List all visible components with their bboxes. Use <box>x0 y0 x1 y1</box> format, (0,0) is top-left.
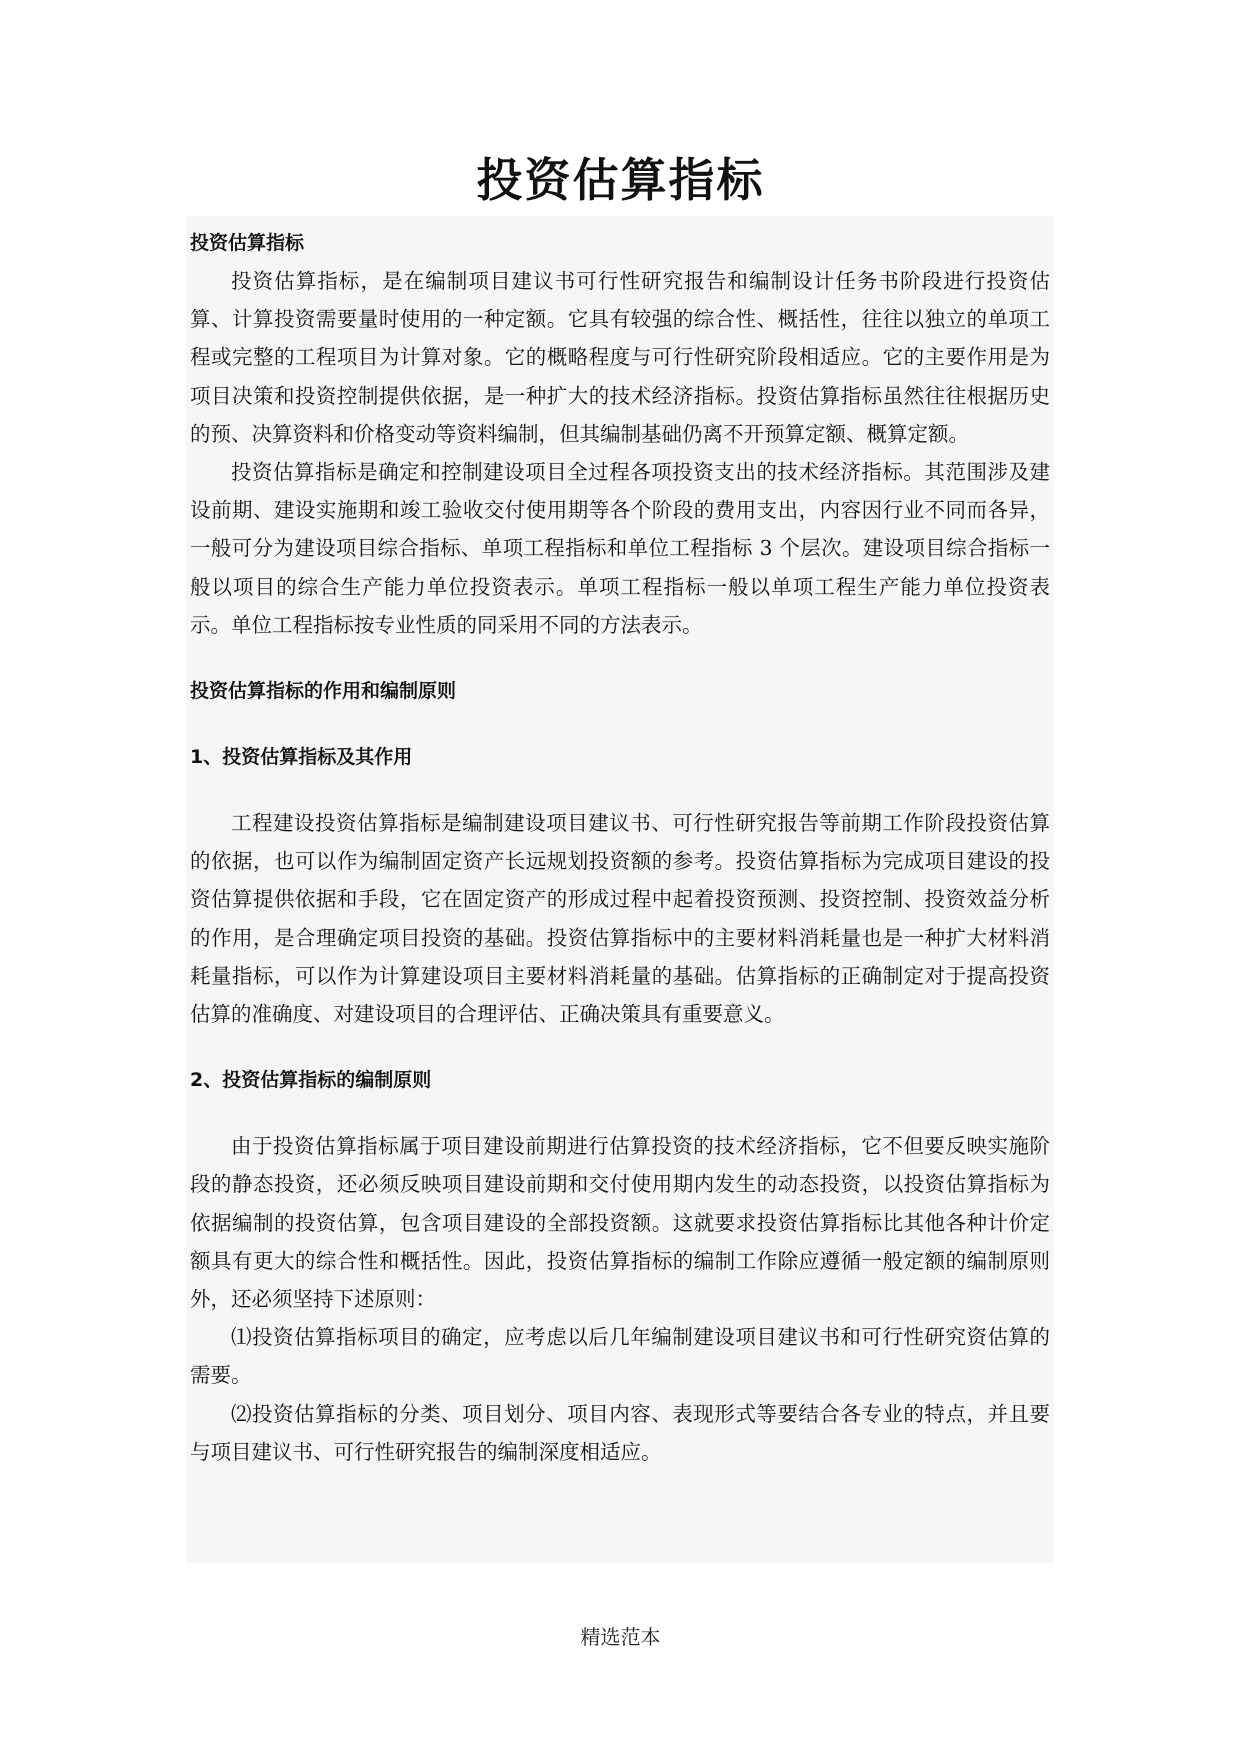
paragraph-principles: 由于投资估算指标属于项目建设前期进行估算投资的技术经济指标，它不但要反映实施阶段的静态投资，还必须反映项目建设前期和交付使用期内发生的动态投资，以投资估算指标为依据编制的投资估算，包含项目建设的全部投资额。这就要求投资估算指标比其他各种计价定额具有更大的综合性和概括性。因此，投资估算指标的编制工作除应遵循一般定额的编制原则外，还必须坚持下述原则： <box>190 1134 1050 1312</box>
page-footer: 精选范本 <box>580 1625 661 1649</box>
paragraph-role: 工程建设投资估算指标是编制建设项目建议书、可行性研究报告等前期工作阶段投资估算的依据，也可以作为编制固定资产长远规划投资额的参考。投资估算指标为完成项目建设的投资估算提供依据和手段，它在固定资产的形成过程中起着投资预测、投资控制、投资效益分析的作用，是合理确定项目投资的基础。投资估算指标中的主要材料消耗量也是一种扩大材料消耗量指标，可以作为计算建设项目主要材料消耗量的基础。估算指标的正确制定对于提高投资估算的准确度、对建设项目的合理评估、正确决策具有重要意义。 <box>190 811 1050 1027</box>
heading-compilation-principles: 2、投资估算指标的编制原则 <box>190 1069 432 1092</box>
paragraph-levels: 投资估算指标是确定和控制建设项目全过程各项投资支出的技术经济指标。其范围涉及建设前期、建设实施期和竣工验收交付使用期等各个阶段的费用支出，内容因行业不同而各异，一般可分为建设项目综合指标、单项工程指标和单位工程指标 3 个层次。建设项目综合指标一般以项目的综合生产能力单位投资表示。单项工程指标一般以单项工程生产能力单位投资表示。单位工程指标按专业性质的同采用不同的方法表示。 <box>190 460 1050 637</box>
paragraph-definition: 投资估算指标，是在编制项目建议书可行性研究报告和编制设计任务书阶段进行投资估算、计算投资需要量时使用的一种定额。它具有较强的综合性、概括性，往往以独立的单项工程或完整的工程项目为计算对象。它的概略程度与可行性研究阶段相适应。它的主要作用是为项目决策和投资控制提供依据，是一种扩大的技术经济指标。投资估算指标虽然往往根据历史的预、决算资料和价格变动等资料编制，但其编制基础仍离不开预算定额、概算定额。 <box>190 269 1050 446</box>
heading-role-and-principles: 投资估算指标的作用和编制原则 <box>190 680 457 703</box>
document-title: 投资估算指标 <box>476 153 765 207</box>
principle-item-2: ⑵投资估算指标的分类、项目划分、项目内容、表现形式等要结合各专业的特点，并且要与项目建议书、可行性研究报告的编制深度相适应。 <box>190 1401 1050 1464</box>
heading-indicators-and-role: 1、投资估算指标及其作用 <box>190 746 413 769</box>
principle-item-1: ⑴投资估算指标项目的确定，应考虑以后几年编制建设项目建议书和可行性研究资估算的需要。 <box>190 1325 1050 1388</box>
section-heading: 投资估算指标 <box>190 232 305 254</box>
document-body <box>186 216 1054 1563</box>
